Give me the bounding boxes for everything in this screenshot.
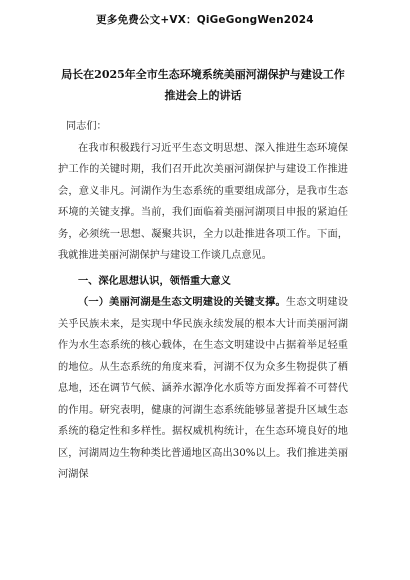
paragraph-section-1-1 [58, 292, 348, 486]
subsection-lead: （一）美丽河湖是生态文明建设的关键支撑。 [78, 296, 286, 308]
salutation: 同志们： [66, 121, 107, 132]
paragraph-intro: 在我市积极践行习近平生态文明思想、深入推进生态环境保护工作的关键时期，我们召开此次美丽河湖保护与建设工作推进会，意义非凡。河湖作为生态系统的重要组成部分，是我市生态环境的关键支撑。当前，我们面临着美丽河湖项目申报的紧迫任务，必须统一思想、凝聚共识，全力以赴推进各项工作。下面，我就推进美丽河湖保护与建设工作谈几点意见。 [58, 142, 348, 261]
document-body [58, 116, 348, 486]
promo-header: 更多免费公文+VX：QiGeGongWen2024 [96, 14, 314, 26]
title-line-2: 推进会上的讲话 [164, 89, 242, 102]
subsection-text: 生态文明建设关乎民族未来，是实现中华民族永续发展的根本大计而美丽河湖作为水生态系统的核心载体，在生态文明建设中占据着举足轻重的地位。从生态系统的角度来看，河湖不仅为众多生物提供了栖息地，还在调节气候、涵养水源净化水质等方面发挥着不可替代的作用。研究表明，健康的河湖生态系统能够显著提升区域生态系统的稳定性和多样性。据权威机构统计，在生态环境良好的地区，河湖周边生物种类比普通地区高出30%以上。我们推进美丽河湖保 [58, 297, 349, 480]
title-line-1: 局长在2025年全市生态环境系统美丽河湖保护与建设工作 [61, 68, 345, 81]
document-title [58, 64, 348, 106]
section-heading-1: 一、深化思想认识，领悟重大意义 [78, 274, 231, 287]
